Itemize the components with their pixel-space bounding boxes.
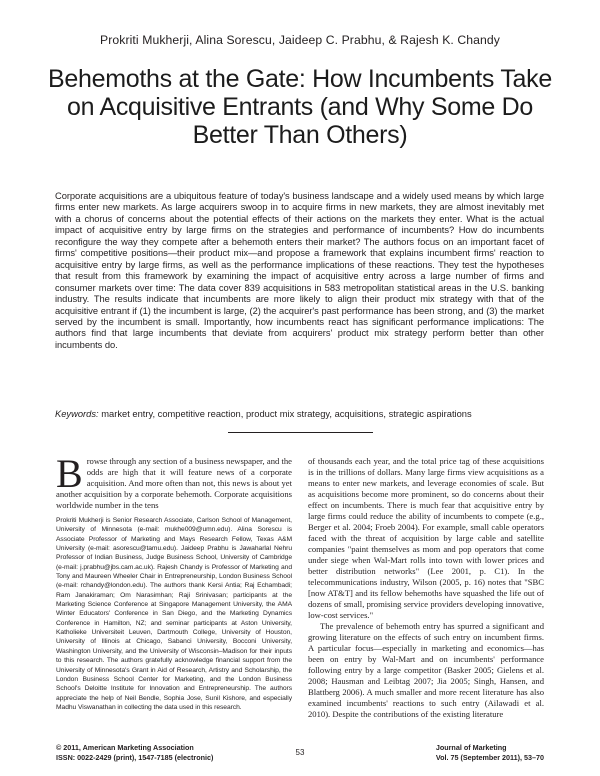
right-paragraph-1: of thousands each year, and the total price tag of these acquisitions is in the trillions of dollars. Many large firms view acquisitions as a means to enter new markets, and leverage economies of scale. But as acquisitions become more prominent, so do concerns about their effect on incumbents. There is much fear that acquisitive entry by large firms could reduce the ability of incumbents to compete (e.g., Berger et al. 2004; Froeb 2004). For example, small cable operators faced with the threat of acquisition by large cable and satellite companies "paint themselves as mom and pop operators that come under siege when Wal-Mart rolls into town with lower prices and better distribution networks" (Lee 2001, p. C1). In the telecommunications industry, Wilson (2005, p. 16) notes that "SBC [now AT&T] and its fellow behemoths have squashed the life out of dozens of small, promising service providers developing innovative, low-cost services." (308, 456, 544, 620)
body-column-right (308, 456, 544, 720)
article-title: Behemoths at the Gate: How Incumbents Take on Acquisitive Entrants (and Why Some Do Better Than Others) (48, 65, 552, 149)
abstract: Corporate acquisitions are a ubiquitous feature of today's business landscape and a widely used means by which large firms enter new markets. As large acquirers swoop in to acquire firms in new markets, they are almost inevitably met with a chorus of concerns about the potential effects of their actions on the markets they enter. What is the actual impact of acquisitive entry by large firms on the strategies and performance of incumbents? How do incumbents reconfigure the way they compete after a behemoth enters their market? The authors focus on an important facet of firms' competitive positions—their product mix—and propose a framework that explains incumbent firms' reaction to acquisitive entry by large firms, as well as the performance implications of these reactions. They test the hypotheses that result from this framework by examining the impact of acquisitive entry across a large number of firms and consumer markets over time: The data cover 839 acquisitions in 583 metropolitan statistical areas in the U.S. banking industry. The results indicate that incumbents are more likely to align their product mix strategy with that of the acquisitive entrant if (1) the incumbent is large, (2) the acquirer's past performance has been strong, and (3) the market served by the incumbent is small. Importantly, how incumbents react has significant performance implications: The authors find that large incumbents that deviate from acquirers' product mix strategy perform better than other incumbents do. (55, 191, 544, 350)
volume-info: Vol. 75 (September 2011), 53–70 (435, 753, 544, 762)
section-divider (228, 432, 373, 433)
author-footnote: Prokriti Mukherji is Senior Research Associate, Carlson School of Management, University of Minnesota (e-mail: mukhe009@umn.edu). Alina Sorescu is Associate Professor of Marketing and Mays Research Fellow, Texas A&M University (e-mail: asorescu@tamu.edu). Jaideep Prabhu is Jawaharlal Nehru Professor of Indian Business, Judge Business School, University of Cambridge (e-mail: j.prabhu@jbs.cam.ac.uk). Rajesh Chandy is Professor of Marketing and Tony and Maureen Wheeler Chair in Entrepreneurship, London Business School (e-mail: rchandy@london.edu). The authors thank Kersi Antia; Raj Echambadi; Ram Janakiraman; Om Narasimhan; Raji Srinivasan; participants at the Marketing Science Conference at Singapore Management University, the AMA Winter Educators' Conference in San Diego, and the Marketing Dynamics Conference in Hamilton, NZ; and seminar participants at Aston University, Katholieke Universiteit Leuven, Dartmouth College, University of Houston, University of Illinois at Chicago, Sabanci University, Bocconi University, Washington University, and the University of Wisconsin–Madison for their inputs to this research. The authors gratefully acknowledge financial support from the University of Minnesota's Grant in Aid of Research, Artistry and Scholarship, the London Business School Center for Marketing, and the London Business School's Deloitte Institute for Innovation and Entrepreneurship. The authors appreciate the help of Neil Bendle, Sophia Jose, Sunil Kishore, and especially Madhu Viswanathan in collecting the data used in this research. (56, 517, 292, 711)
intro-text: rowse through any section of a business newspaper, and the odds are high that it will feature news of a corporate acquisition. And more often than not, this news is about yet another acquisition by a corporate behemoth. Corporate acquisitions worldwide number in the tens (56, 456, 292, 510)
author-list: Prokriti Mukherji, Alina Sorescu, Jaideep C. Prabhu, & Rajesh K. Chandy (100, 33, 500, 47)
drop-cap: B (56, 451, 83, 496)
footer-left (56, 743, 213, 763)
keywords-text: market entry, competitive reaction, product mix strategy, acquisitions, strategic aspirations (101, 409, 472, 419)
journal-name: Journal of Marketing (435, 743, 507, 752)
keywords (55, 409, 544, 420)
keywords-label: Keywords: (55, 409, 99, 419)
footer-right (436, 743, 544, 763)
right-paragraph-2: The prevalence of behemoth entry has spurred a significant and growing literature on the effects of such entry on incumbent firms. A particular focus—especially in marketing and economics—has been on entry by Wal-Mart and on incumbents' performance following entry by a large competitor (Basker 2005; Gielens et al. 2008; Hausman and Leibtag 2007; Jia 2005; Singh, Hansen, and Blattberg 2006). A much smaller and more recent literature has also examined incumbents' reactions to such entry (Ailawadi et al. 2010). Despite the contributions of the existing literature (308, 621, 544, 719)
page-number: 53 (295, 748, 305, 757)
issn: ISSN: 0022-2429 (print), 1547-7185 (electronic) (56, 753, 214, 762)
copyright: © 2011, American Marketing Association (56, 743, 194, 752)
body-column-left (56, 451, 292, 511)
